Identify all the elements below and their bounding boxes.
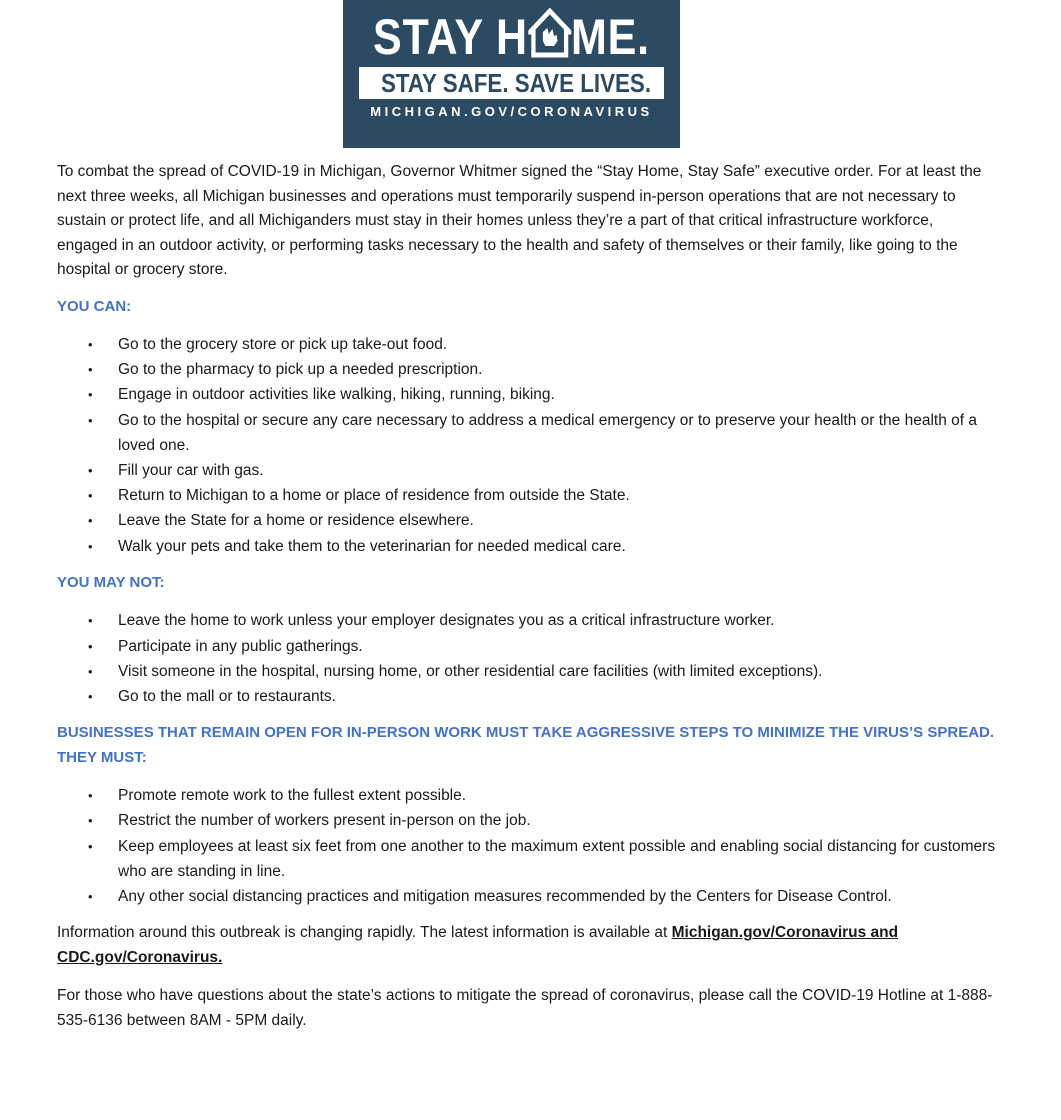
list-item: • Restrict the number of workers present in-person on the job. <box>57 808 997 833</box>
logo-title-left: STAY H <box>373 9 528 65</box>
list-item: • Go to the mall or to restaurants. <box>57 684 997 709</box>
list-you-can <box>57 332 997 559</box>
list-item: • Keep employees at least six feet from one another to the maximum extent possible and enabling social distancing for customers who are standing in line. <box>57 834 997 884</box>
list-businesses <box>57 783 997 909</box>
logo-title <box>367 8 657 66</box>
list-item: • Go to the grocery store or pick up take-out food. <box>57 332 997 357</box>
logo-title-right: ME. <box>570 9 650 65</box>
list-item: • Promote remote work to the fullest extent possible. <box>57 783 997 808</box>
list-item: • Leave the State for a home or residence elsewhere. <box>57 508 997 533</box>
stay-home-logo <box>343 0 680 148</box>
list-you-may-not <box>57 608 997 709</box>
bullet: • <box>88 813 93 829</box>
list-item: • Go to the pharmacy to pick up a needed prescription. <box>57 357 997 382</box>
bullet: • <box>88 788 93 804</box>
list-item: • Go to the hospital or secure any care necessary to address a medical emergency or to preserve your health or the health of a loved one. <box>57 408 997 458</box>
info-text: Information around this outbreak is changing rapidly. The latest information is available at <box>57 924 672 942</box>
bullet: • <box>88 538 93 554</box>
heading-you-can: YOU CAN: <box>57 297 132 315</box>
info-paragraph <box>57 921 997 970</box>
list-item: • Any other social distancing practices and mitigation measures recommended by the Centers for Disease Control. <box>57 884 997 909</box>
bullet: • <box>88 888 93 904</box>
bullet: • <box>88 412 93 428</box>
document-body <box>57 160 997 1033</box>
bullet: • <box>88 488 93 504</box>
list-item: • Engage in outdoor activities like walking, hiking, running, biking. <box>57 382 997 407</box>
bullet: • <box>88 638 93 654</box>
bullet: • <box>88 337 93 352</box>
logo-url: MICHIGAN.GOV/CORONAVIRUS <box>370 104 653 119</box>
house-michigan-icon <box>528 8 571 58</box>
bullet: • <box>88 463 93 479</box>
bullet: • <box>88 362 93 378</box>
list-item: • Leave the home to work unless your employer designates you as a critical infrastructure worker. <box>57 608 997 633</box>
list-item: • Return to Michigan to a home or place of residence from outside the State. <box>57 483 997 508</box>
logo-tagline-text: STAY SAFE. SAVE LIVES. <box>380 68 652 98</box>
list-item: • Visit someone in the hospital, nursing home, or other residential care facilities (with limited exceptions). <box>57 659 997 684</box>
heading-businesses: BUSINESSES THAT REMAIN OPEN FOR IN-PERSON WORK MUST TAKE AGGRESSIVE STEPS TO MINIMIZE THE VIRUS’S SPREAD. THEY MUST: <box>57 724 995 766</box>
bullet: • <box>88 838 93 854</box>
hotline-paragraph: For those who have questions about the state’s actions to mitigate the spread of coronavirus, please call the COVID-19 Hotline at 1-888-535-6136 between 8AM - 5PM daily. <box>57 987 993 1029</box>
bullet: • <box>88 663 93 679</box>
logo-tagline <box>359 67 664 99</box>
list-item: • Walk your pets and take them to the veterinarian for needed medical care. <box>57 534 997 559</box>
bullet: • <box>88 513 93 529</box>
info-links[interactable]: Michigan.gov/Coronavirus and CDC.gov/Coronavirus. <box>57 924 899 966</box>
list-item: • Participate in any public gatherings. <box>57 634 997 659</box>
bullet: • <box>88 613 93 629</box>
heading-you-may-not: YOU MAY NOT: <box>57 573 165 591</box>
bullet: • <box>88 688 93 704</box>
intro-paragraph: To combat the spread of COVID-19 in Michigan, Governor Whitmer signed the “Stay Home, Stay Safe” executive order. For at least the next three weeks, all Michigan businesses and operations must temporarily suspend in-person operations that are not necessary to sustain or protect life, and all Michiganders must stay in their homes unless they’re a part of that critical infrastructure workforce, engaged in an outdoor activity, or performing tasks necessary to the health and safety of themselves or their family, like going to the hospital or grocery store. <box>57 163 982 278</box>
list-item: • Fill your car with gas. <box>57 458 997 483</box>
bullet: • <box>88 387 93 403</box>
